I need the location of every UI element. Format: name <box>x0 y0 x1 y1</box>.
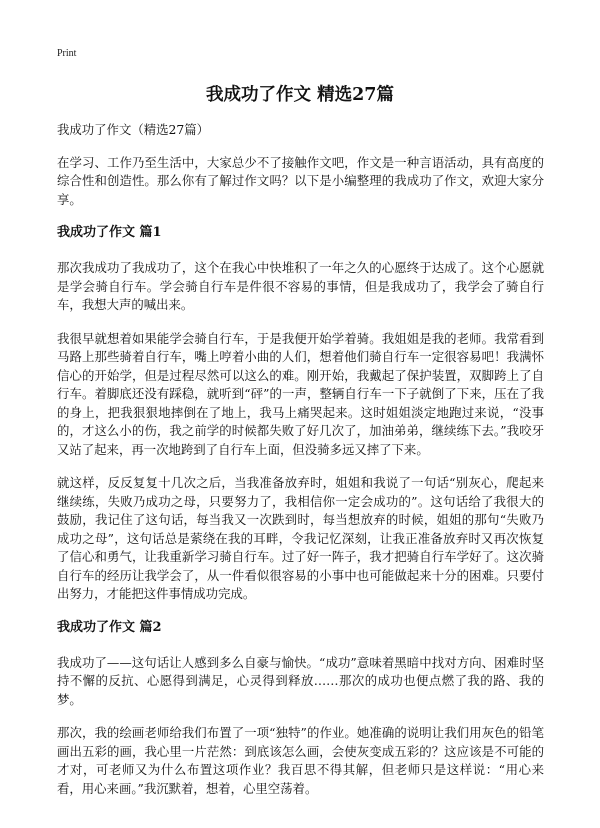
section-paragraph: 我成功了——这句话让人感到多么自豪与愉快。“成功”意味着黑暗中找对方向、困难时坚持不懈的反抗、心愿得到满足，心灵得到释放……那次的成功也便点燃了我的路、我的梦。 <box>57 654 544 707</box>
essay-section-2 <box>57 619 544 799</box>
document-subtitle: 我成功了作文（精选27篇） <box>57 122 210 137</box>
document-title: 我成功了作文 精选27篇 <box>206 85 394 105</box>
section-heading: 我成功了作文 篇2 <box>57 619 162 635</box>
print-label[interactable]: Print <box>57 48 77 59</box>
section-heading: 我成功了作文 篇1 <box>57 225 162 240</box>
essay-section-1 <box>57 224 544 604</box>
intro-paragraph: 在学习、工作乃至生活中，大家总少不了接触作文吧，作文是一种言语活动，具有高度的综合性和创造性。那么你有了解过作文吗？以下是小编整理的我成功了作文，欢迎大家分享。 <box>57 154 544 207</box>
section-paragraph: 就这样，反反复复十几次之后，当我准备放弃时，姐姐和我说了一句话“别灰心，爬起来继续练，失败乃成功之母，只要努力了，我相信你一定会成功的”。这句话给了我很大的鼓励，我记住了这句话，每当我又一次跌到时，每当想放弃的时候，姐姐的那句“失败乃成功之母”，这句话总是萦绕在我的耳畔，令我记忆深刻，让我正准备放弃时又再次恢复了信心和勇气，让我重新学习骑自行车。过了好一阵子，我才把骑自行车学好了。这次骑自行车的经历让我学会了，从一件看似很容易的小事中也可能做起来十分的困难。只要付出努力，才能把这件事情成功完成。 <box>57 475 544 601</box>
section-paragraph: 那次我成功了我成功了，这个在我心中快堆积了一年之久的心愿终于达成了。这个心愿就是学会骑自行车。学会骑自行车是件很不容易的事情，但是我成功了，我学会了骑自行车，我想大声的喊出来。 <box>57 260 544 312</box>
section-paragraph: 那次，我的绘画老师给我们布置了一项“独特”的作业。她准确的说明让我们用灰色的铅笔画出五彩的画，我心里一片茫然：到底该怎么画，会使灰变成五彩的？这应该是不可能的才对，可老师又为什么布置这项作业？我百思不得其解，但老师只是这样说：“用心来看，用心来画。”我沉默着，想着，心里空荡着。 <box>57 725 544 796</box>
section-paragraph: 我很早就想着如果能学会骑自行车，于是我便开始学着骑。我姐姐是我的老师。我常看到马路上那些骑着自行车，嘴上哼着小曲的人们，想着他们骑自行车一定很容易吧！我满怀信心的开始学，但是过程尽然可以这么的难。刚开始，我戴起了保护装置，双脚跨上了自行车。着脚底还没有踩稳，就听到“砰”的一声，整辆自行车一下子就倒了下来，压在了我的身上，把我狠狠地摔倒在了地上，我马上痛哭起来。这时姐姐淡定地跑过来说，“没事的，才这么小的伤，我之前学的时候都失败了好几次了，加油弟弟，继续练下去。”我咬牙又站了起来，再一次地跨到了自行车上面，但没骑多远又摔了下来。 <box>57 330 544 457</box>
document-body <box>57 121 544 813</box>
